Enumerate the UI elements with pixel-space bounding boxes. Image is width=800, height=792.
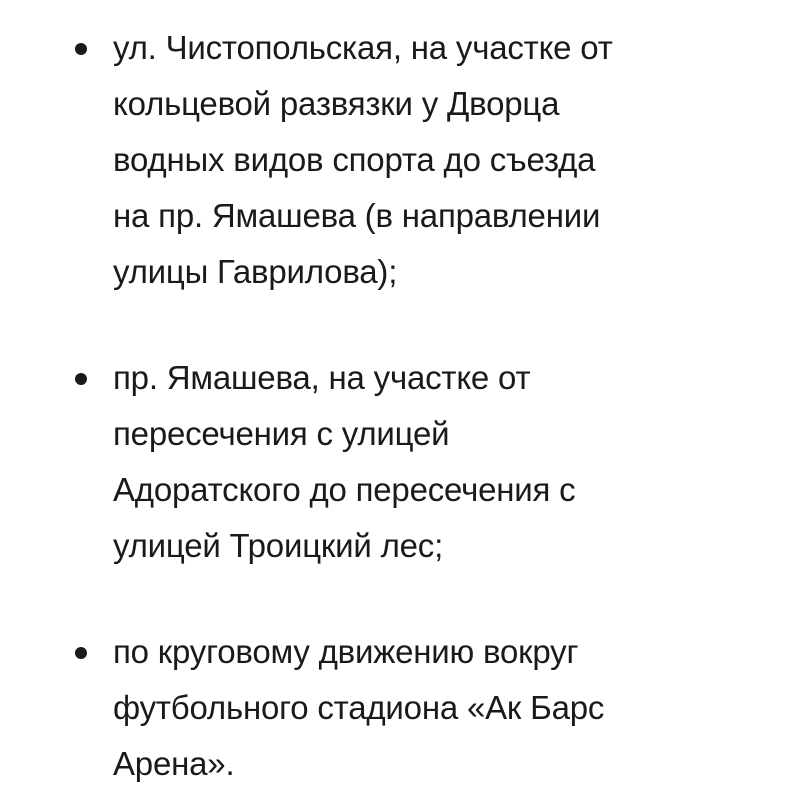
list-item-line: улицей Троицкий лес; xyxy=(113,527,444,564)
bullet-dot-icon xyxy=(75,373,87,385)
list-item-line: улицы Гаврилова); xyxy=(113,253,398,290)
bullet-dot-icon xyxy=(75,647,87,659)
list-item-line: ул. Чистопольская, на участке от xyxy=(113,29,613,66)
list-item-line: пр. Ямашева, на участке от xyxy=(113,359,531,396)
list-item xyxy=(0,624,800,792)
list-item-line: водных видов спорта до съезда xyxy=(113,141,596,178)
list-item xyxy=(0,20,800,300)
list-item xyxy=(0,350,800,574)
list-item-line: кольцевой развязки у Дворца xyxy=(113,85,560,122)
list-item-line: Арена». xyxy=(113,745,235,782)
list-item-line: футбольного стадиона «Ак Барс xyxy=(113,689,605,726)
list-item-line: по круговому движению вокруг xyxy=(113,633,579,670)
list-item-line: Адоратского до пересечения с xyxy=(113,471,576,508)
list-item-line: на пр. Ямашева (в направлении xyxy=(113,197,601,234)
bullet-dot-icon xyxy=(75,43,87,55)
bullet-list xyxy=(0,20,800,792)
list-item-line: пересечения с улицей xyxy=(113,415,450,452)
